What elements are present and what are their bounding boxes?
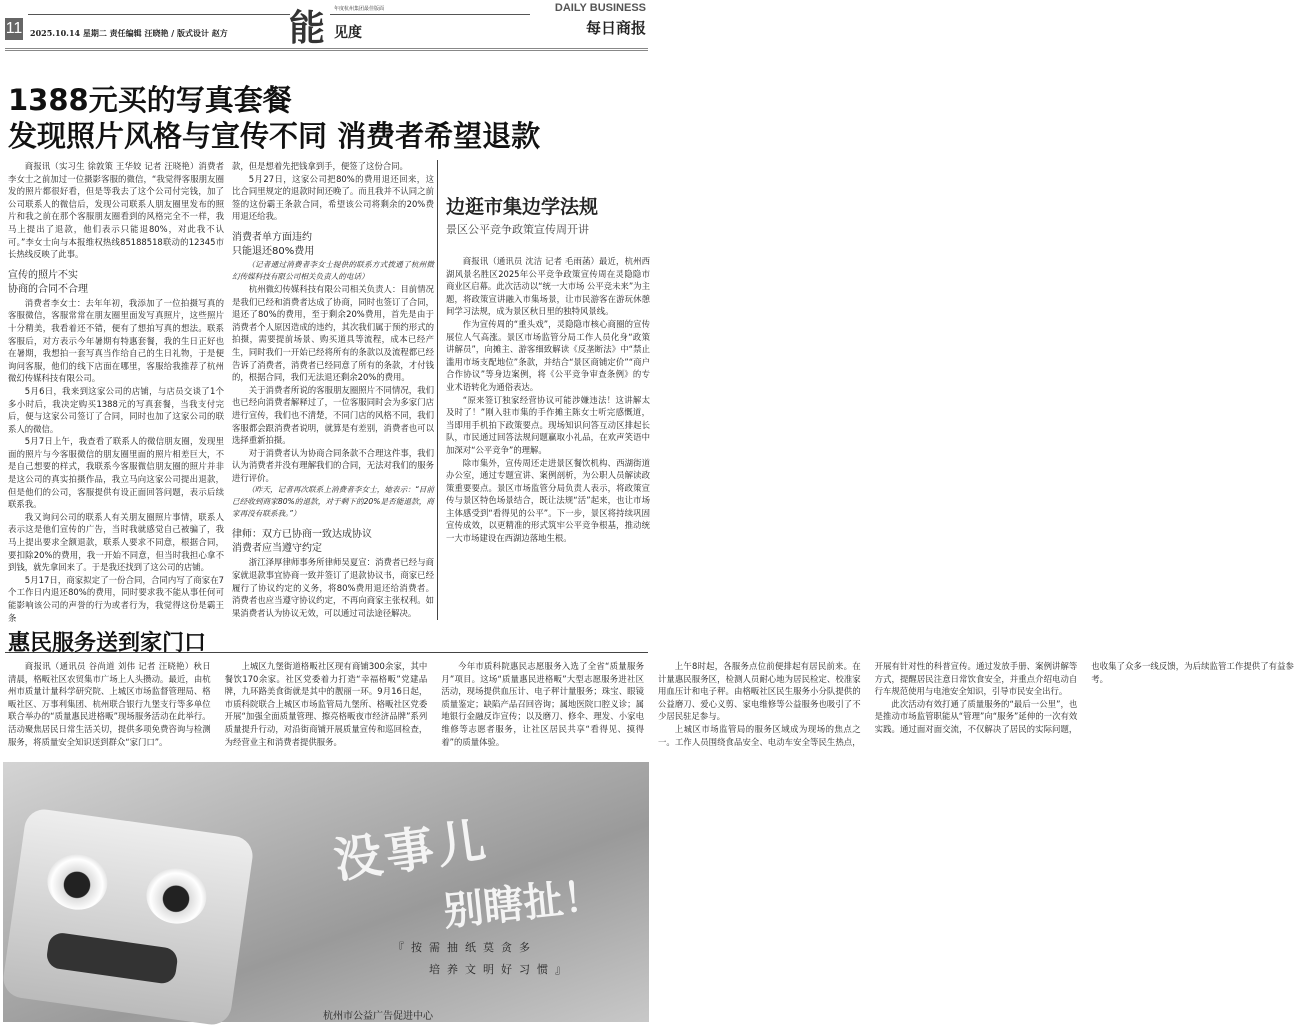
sidebar-body [446,255,650,555]
paragraph: 今年市质科院惠民志愿服务入选了全省“质量服务月”项目。这场“质量惠民进格畈”大型志愿服务进社区活动，现场提供血压计、电子秤计量服务；珠宝、眼镜质量鉴定；缺陷产品召回咨询；属地医院口腔义诊；属地银行金融反诈宣传；以及磨刀、修伞、理发、小家电维修等志愿者服务，让社区居民共享“看得见、摸得着”的质量体验。 [441,661,644,747]
paragraph: 消费者李女士：去年年初，我添加了一位拍摄写真的客服微信，客服常常在朋友圈里面发写真照片，这些照片十分精美，我看着还不错，便有了想拍写真的想法。联系客服后，对方表示今年暑期有特惠套餐，我的生日正好也在暑期，我想拍一套写真当作给自己的生日礼物，于是便询问客服，他们的线下店面在哪里，客服给我推荐了杭州微幻传媒科技有限公司。 [8,297,224,384]
date-line: 2025.10.14 星期二 责任编辑 汪晓艳 / 版式设计 赵方 [30,28,228,38]
paragraph: 上午8时起，各服务点位前便排起有居民前来。在计量惠民服务区，检测人员耐心地为居民检定、校准家用血压计和电子秤。由格畈社区民生服务小分队提供的公益磨刀、爱心义剪、家电维修等公益服务也吸引了不少居民驻足参与。 [657,661,861,722]
paragraph: 5月27日，这家公司把80%的费用退还回来，这比合同里规定的退款时间还晚了。而且我并不认同之前签的这份霸王条款合同，希望该公司将剩余的20%费用退还给我。 [232,173,434,222]
tagline: 年度杭州集团最佳版面 [334,6,385,12]
ad-title1: 没事儿 [330,812,493,890]
section-logo-char: 能 [289,7,326,49]
header-rule-right [330,14,530,15]
subheading: 协商的合同不合理 [8,283,88,295]
paragraph: 作为宣传周的“重头戏”，灵隐隐市核心商圈的宣传展位人气高涨。景区市场监管分局工作人员化身“政策讲解员”，向摊主、游客细致解读《反垄断法》中“禁止滥用市场支配地位”条款，并结合“景区商铺定价”“商户合作协议”等身边案例，将《公平竞争审查条例》的专业术语转化为通俗表达。 [446,318,650,392]
public-service-ad [3,762,649,1022]
paragraph: 除市集外，宣传周还走进景区餐饮机构、西湖街道办公室，通过专题宣讲、案例剖析，为公职人员解读政策重要要点。景区市场监管分局负责人表示，将政策宣传与景区特色场景结合，既让法规“活”起来，也让市场主体感受到“看得见的公平”。下一步，景区将持续巩固宣传成效，以更精准的形式筑牢公平竞争根基，推动统一大市场建设在西湖边落地生根。 [446,457,650,544]
ad-title2: 别瞎扯！ [441,871,606,936]
paragraph: 商报讯（通讯员 谷尚道 刘伟 记者 汪晓艳）秋日清晨，格畈社区农贸集市广场上人头攒动。最近，由杭州市质量计量科学研究院、上城区市场监督管理局、格畈社区、万事利集团、杭州联合银行九堡支行等多单位联合举办的“质量惠民进格畈”现场服务活动在此举行。活动聚焦居民日常生活关切，提供多项免费咨询与检测服务，将质量安全知识送到群众“家门口”。 [8,661,211,747]
article2-rule [5,652,648,653]
page-number: 11 [5,18,23,40]
article1-column1 [8,160,224,622]
brand-english: DAILY BUSINESS [554,2,646,14]
editor-note: （记者通过消费者李女士提供的联系方式拨通了杭州微幻传媒科技有限公司相关负责人的电话） [232,259,434,281]
ad-slogan-line1: 『按需抽纸莫贪多 [393,941,537,954]
eye-left [44,851,111,914]
subheading: 律师：双方已协商一致达成协议 [232,529,372,541]
paragraph: 上城区九堡街道格畈社区现有商铺300余家，其中餐饮170余家。社区党委着力打造“幸福格畈”党建品牌，九环路美食街就是其中的靓丽一环。9月16日起，市质科院联合上城区市场监管局九堡所、格畈社区党委开展“加强全面质量管理、擦亮格畈夜市经济品牌”系列质量提升行动，对沿街商铺开展质量宣传和巡回检查，为经营业主和消费者提供服务。 [224,661,428,747]
ad-slogan-line2: 培养文明好习惯』 [429,963,573,976]
subheading: 宣传的照片不实 [8,269,78,281]
brand-chinese: 每日商报 [585,19,646,37]
paragraph: 浙江泽厚律师事务所律师吴夏宣：消费者已经与商家就退款事宜协商一致并签订了退款协议书，商家已经履行了协议约定的义务，将80%费用退还给消费者。消费者也应当遵守协议约定，不再向商家主张权利。如果消费者认为协议无效，可以通过司法途径解决。 [232,557,434,618]
ad-slogan [393,937,573,981]
sidebar-subhead: 景区公平竞争政策宣传周开讲 [446,223,589,236]
paragraph: 此次活动有效打通了质量服务的“最后一公里”，也是推动市场监管职能从“管理”向“服务”延伸的一次有效实践。通过面对面交流，不仅解决了居民的实际问题，也收集了众多一线反馈，为后续监管工作提供了有益参考。 [874,661,1294,734]
header-divider [5,48,648,51]
paragraph: 5月6日，我来到这家公司的店铺，与店员交谈了1个多小时后，我决定购买1388元的写真套餐，当我支付完后，便与这家公司签订了合同，同时也加了这家公司的联系人的微信。 [8,385,224,434]
subheading: 消费者单方面违约 [232,231,312,243]
paragraph: 5月17日，商家拟定了一份合同，合同内写了商家在7个工作日内退还80%的费用，同时要求我不能从事任何可能影响该公司的声誉的行为或者行为，我觉得这份是霸王条 [8,574,224,623]
paragraph: 上城区市场监管局的服务区域成为现场的焦点之一。工作人员围绕食品安全、电动车安全等民生热点，开展有针对性的科普宣传。通过发放手册、案例讲解等方式，提醒居民注意日常饮食安全，并重点介绍电动自行车规范使用与电池安全知识，引导市民安全出行。 [657,661,1078,747]
article1-column2 [232,160,434,622]
paragraph: 商报讯（实习生 徐敦策 王华姣 记者 汪晓艳）消费者李女士之前加过一位摄影客服的微信，“我觉得客服朋友圈发的照片都很好看，但是等我去了这个公司付完钱，加了公司联系人的微信后，发现公司联系人朋友圈里发布的照片和我之前在那个客服朋友圈看到的风格完全不一样，我马上提出了退款，他们表示只能退80%，对此我不认可。”李女士向与本报维权热线85188518联动的12345市长热线反映了此事。 [8,161,224,260]
editor-note: （昨天，记者再次联系上消费者李女士，她表示：“目前已经收到商家80%的退款，对于剩下的20%是否能退款，商家再没有联系我。”） [232,485,434,519]
subheading: 消费者应当遵守约定 [232,543,322,555]
subheading: 只能退还80%费用 [232,245,315,257]
tissue-box-character [1,807,255,1027]
column-divider [437,160,438,620]
headline-line2: 发现照片风格与宣传不同 消费者希望退款 [8,119,541,153]
paragraph: 5月7日上午，我查看了联系人的微信朋友圈，发现里面的照片与今客服微信的朋友圈里面的照片相差巨大，不是自己想要的样式，我联系今客服微信朋友圈的照片并非是这公司的真实拍摄作品，我立马向这家公司提出退款，但是他们的公司，客服提供有设正面回答问题，表示后续联系我。 [8,436,224,510]
paragraph: 款，但是想着先把钱拿到手，便签了这份合同。 [232,161,408,171]
article2-headline: 惠民服务送到家门口 [8,631,207,656]
mouth [45,931,179,985]
section-name: 见度 [334,25,362,41]
article2-body [8,660,1294,760]
headline-line1: 1388元买的写真套餐 [8,83,292,117]
sidebar-article [446,192,650,555]
paragraph: 杭州微幻传媒科技有限公司相关负责人：目前情况是我们已经和消费者达成了协商，同时也签订了合同，退还了80%的费用，至于剩余20%费用，首先是由于消费者个人原因造成的违约，其次我们属于预约形式的拍摄，需要提前场景、购买道具等流程，成本已经产生，同时我们一开始已经将所有的条款以及流程都已经告诉了消费者，消费者已经同意了所有的条款，才付钱的，根据合同，我们无法退还剩余20%的费用。 [232,283,434,383]
paragraph: “原来签订独家经营协议可能涉嫌违法！这讲解太及时了！”刚入驻市集的手作摊主陈女士听完感慨道，当即用手机拍下政策要点。现场知识问答互动区排起长队，市民通过回答法规问题赢取小礼品，在欢声笑语中加深对“公平竞争”的理解。 [446,394,650,455]
ad-organization: 杭州市公益广告促进中心 [323,1011,433,1022]
paragraph: 商报讯（通讯员 沈洁 记者 毛雨菡）最近，杭州西湖风景名胜区2025年公平竞争政策宣传周在灵隐隐市商业区启幕。此次活动以“统一大市场 公平竞未来”为主题，将政策宣讲融入市集场景，让市民游客在游玩休憩间学习法规，成为景区秋日里的独特风景线。 [446,256,650,317]
sidebar-headline: 边逛市集边学法规 [446,196,599,218]
header-rule [28,14,290,15]
paragraph: 关于消费者所说的客服朋友圈照片不同情况，我们也已经向消费者解释过了，一位客服同时会为多家门店进行宣传，我们也不清楚，不同门店的风格不同，我们客服都会跟消费者说明，就算是有差别，消费者也可以选择重新拍摄。 [232,384,434,446]
paragraph: 我又询问公司的联系人有关朋友圈照片事情，联系人表示这是他们宣传的广告，当时我就感觉自己被骗了，我马上提出要求全额退款，联系人要求不同意，根据合同，要扣除20%的费用，我一开始不同意，但当时我担心拿不到钱，就先拿回来了。于是我还找到了这公司的店铺。 [8,511,224,573]
paragraph: 对于消费者认为协商合同条款不合理这件事，我们认为消费者并没有理解我们的合同，无法对我们的服务进行评价。 [232,447,434,483]
eye-right [143,865,210,928]
